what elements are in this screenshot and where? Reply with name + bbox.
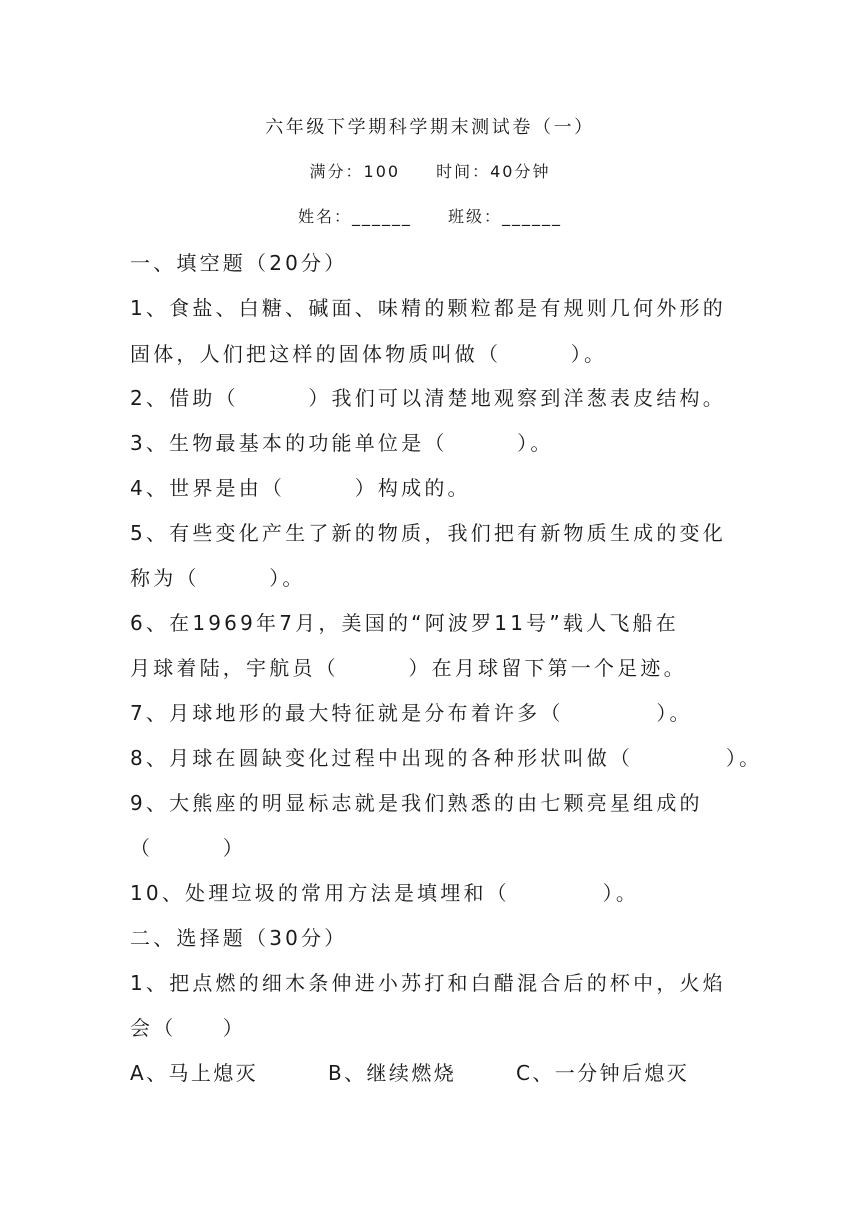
- question-line: 1、把点燃的细木条伸进小苏打和白醋混合后的杯中，火焰: [130, 971, 726, 995]
- question-line: 4、世界是由（ ）构成的。: [130, 476, 471, 500]
- exam-title: 六年级下学期科学期末测试卷（一）: [265, 117, 595, 138]
- choice-options: [130, 1058, 689, 1088]
- question-line: 会（ ）: [130, 1016, 246, 1040]
- question-line: 5、有些变化产生了新的物质，我们把有新物质生成的变化: [130, 521, 726, 545]
- option-a: A、马上熄灭: [130, 1061, 259, 1085]
- score-time-line: 满分：100 时间：40分钟: [309, 162, 551, 181]
- section-2-heading: 二、选择题（30分）: [130, 926, 348, 950]
- question-line: 9、大熊座的明显标志就是我们熟悉的由七颗亮星组成的: [130, 791, 703, 815]
- question-line: 固体，人们把这样的固体物质叫做（ ）。: [130, 342, 608, 366]
- option-b: B、继续燃烧: [328, 1061, 457, 1085]
- option-c: C、一分钟后熄灭: [516, 1061, 690, 1085]
- question-line: 2、借助（ ）我们可以清楚地观察到洋葱表皮结构。: [130, 386, 726, 410]
- name-class-line: 姓名：______ 班级：______: [297, 207, 562, 226]
- question-line: 月球着陆，宇航员（ ）在月球留下第一个足迹。: [130, 656, 687, 680]
- section-1-heading: 一、填空题（20分）: [130, 251, 348, 275]
- question-line: 8、月球在圆缺变化过程中出现的各种形状叫做（ ）。: [130, 746, 763, 770]
- question-line: 1、食盐、白糖、碱面、味精的颗粒都是有规则几何外形的: [130, 296, 726, 320]
- question-line: （ ）: [130, 836, 246, 860]
- question-line: 3、生物最基本的功能单位是（ ）。: [130, 431, 554, 455]
- question-line: 称为（ ）。: [130, 566, 306, 590]
- question-line: 7、月球地形的最大特征就是分布着许多（ ）。: [130, 701, 693, 725]
- question-line: 6、在1969年7月，美国的“阿波罗11号”载人飞船在: [130, 611, 679, 635]
- question-line: 10、处理垃圾的常用方法是填埋和（ ）。: [130, 881, 640, 905]
